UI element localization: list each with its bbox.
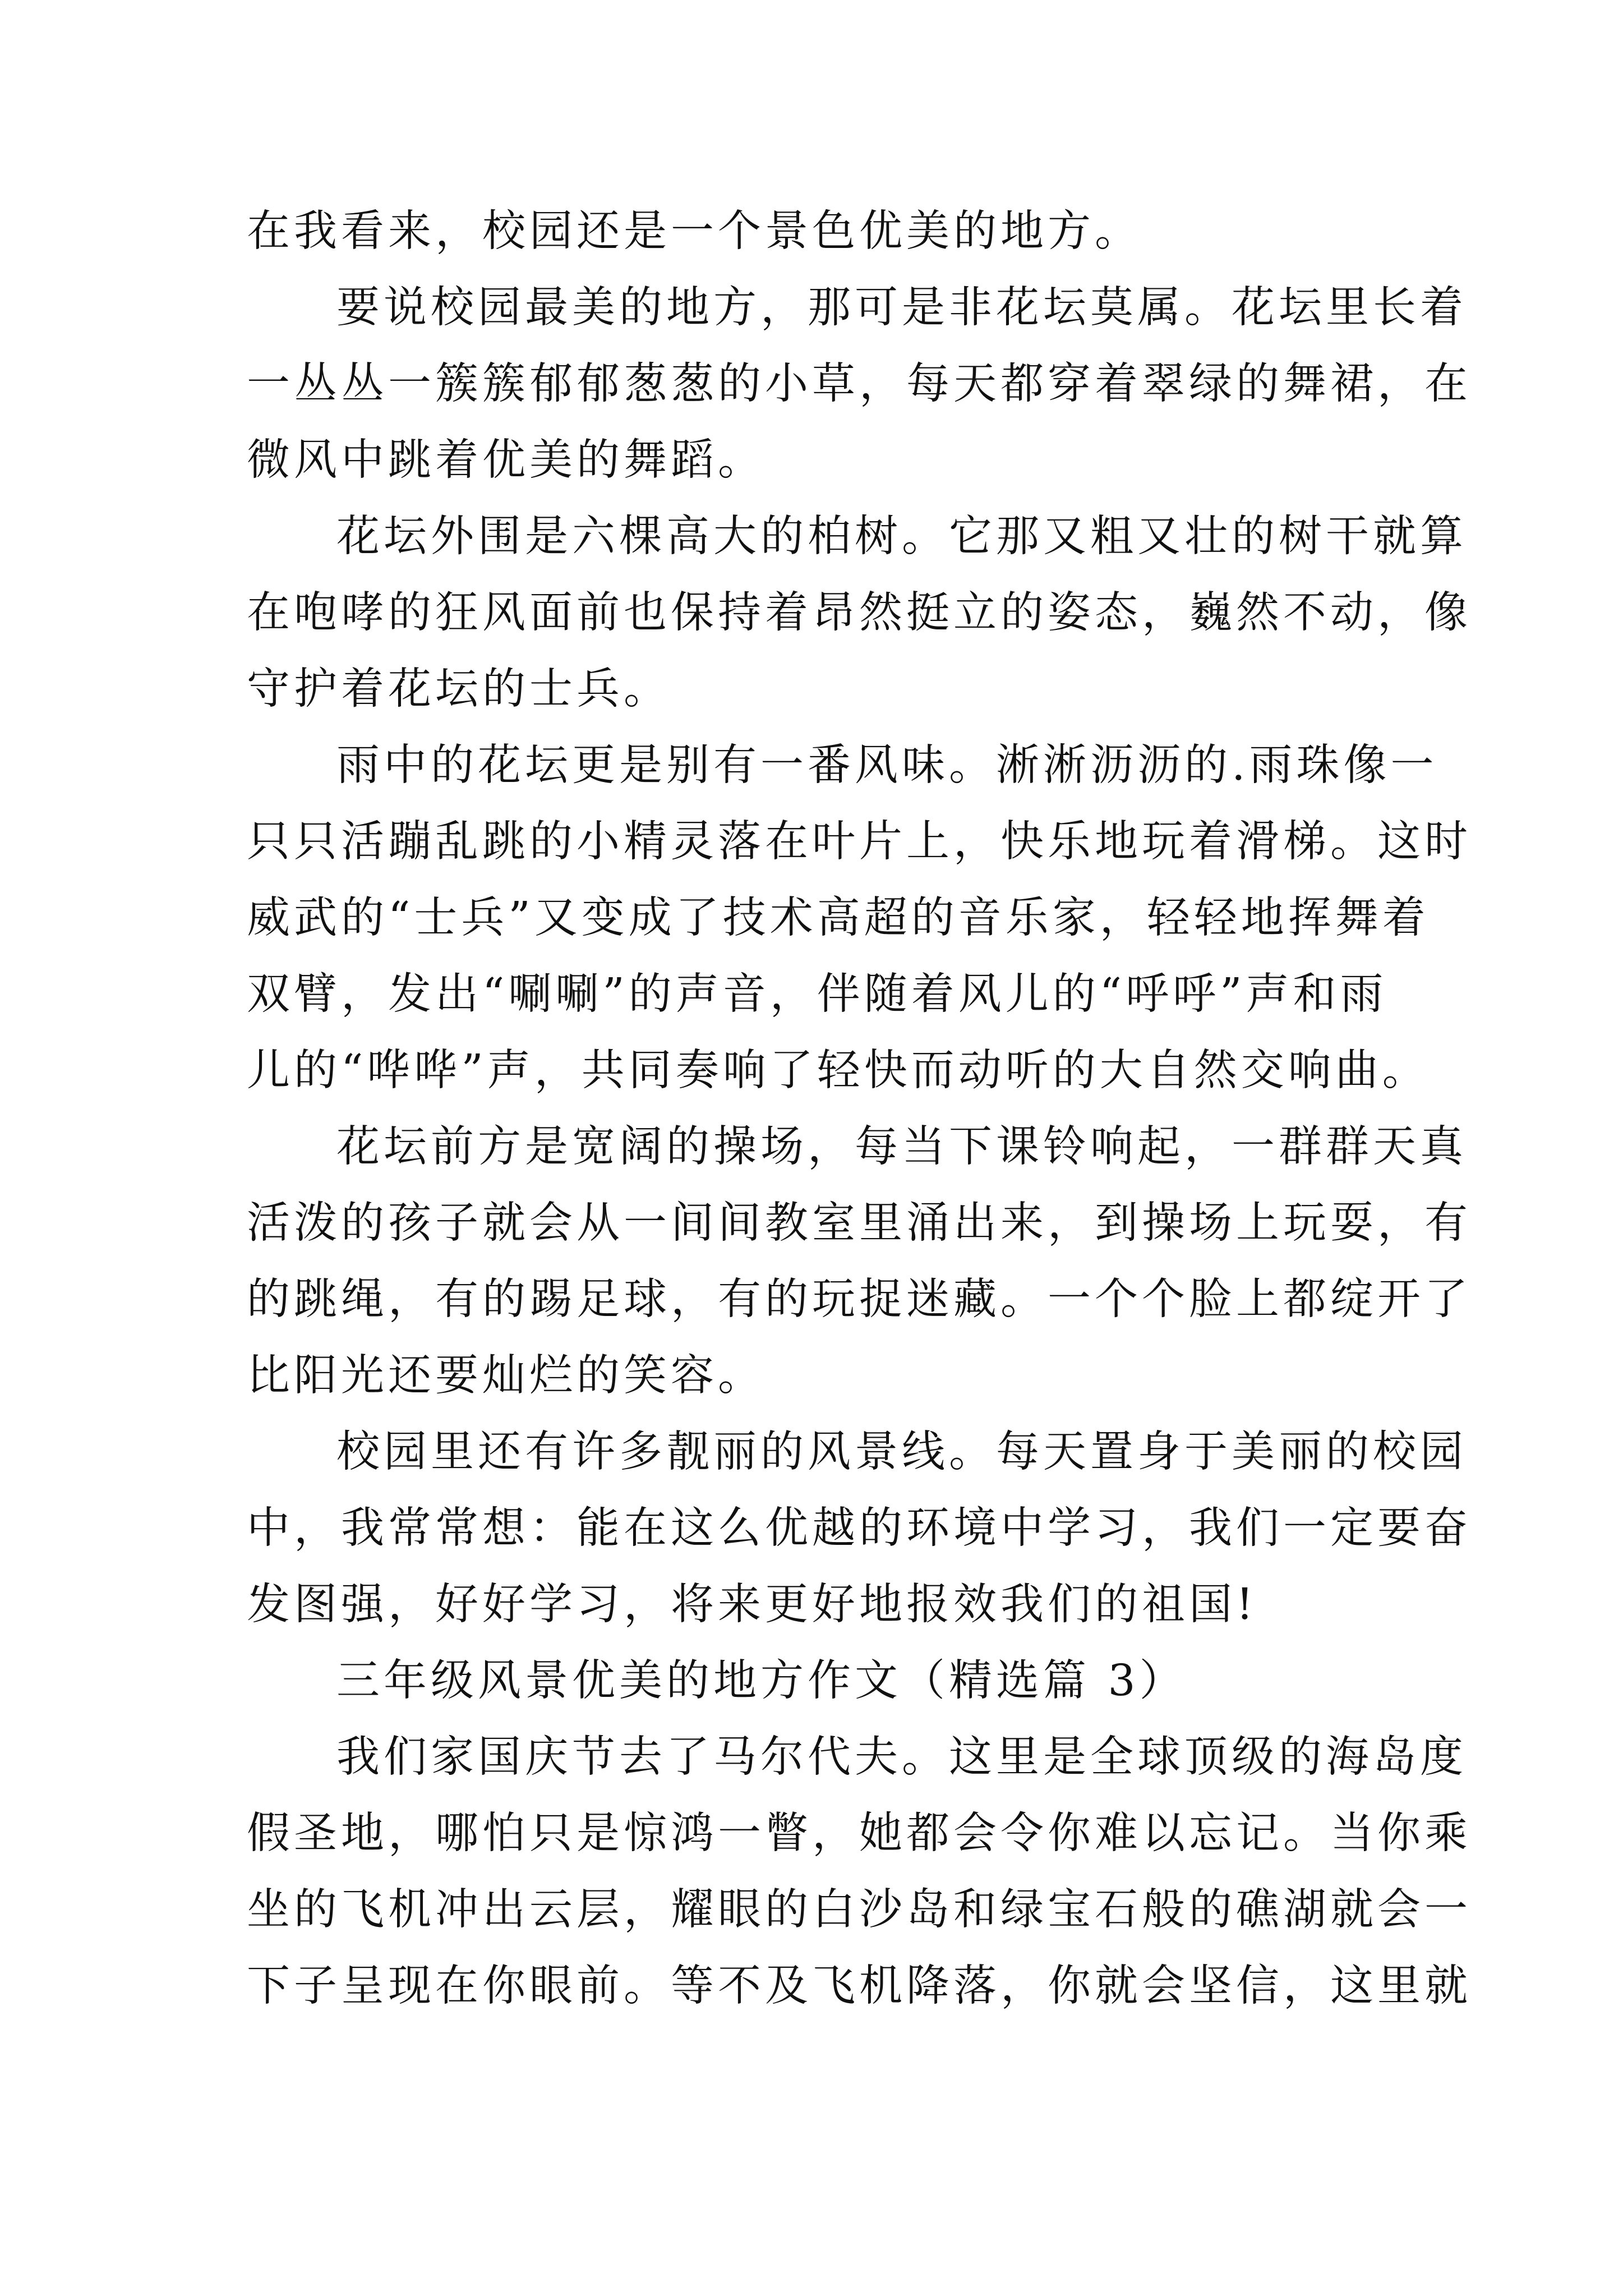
paragraph-first-line: 校园里还有许多靓丽的风景线。每天置身于美丽的校园 <box>336 1427 1467 1477</box>
text-line: 活泼的孩子就会从一间间教室里涌出来，到操场上玩耍，有 <box>247 1198 1472 1248</box>
text-line: 发图强，好好学习，将来更好地报效我们的祖国! <box>247 1580 1257 1630</box>
paragraph-first-line: 要说校园最美的地方，那可是非花坛莫属。花坛里长着 <box>336 283 1467 333</box>
text-line: 威武的“士兵”又变成了技术高超的音乐家，轻轻地挥舞着 <box>247 893 1430 943</box>
text-line: 的跳绳，有的踢足球，有的玩捉迷藏。一个个脸上都绽开了 <box>247 1274 1472 1324</box>
text-line: 在咆哮的狂风面前也保持着昂然挺立的姿态，巍然不动，像 <box>247 588 1472 638</box>
text-line: 中，我常常想：能在这么优越的环境中学习，我们一定要奋 <box>247 1503 1472 1553</box>
text-line: 比阳光还要灿烂的笑容。 <box>247 1351 765 1401</box>
document-body <box>247 194 1472 2024</box>
text-line: 坐的飞机冲出云层，耀眼的白沙岛和绿宝石般的礁湖就会一 <box>247 1885 1472 1935</box>
text-line: 在我看来，校园还是一个景色优美的地方。 <box>247 206 1142 256</box>
text-line: 微风中跳着优美的舞蹈。 <box>247 435 765 485</box>
paragraph-first-line: 花坛外围是六棵高大的柏树。它那又粗又壮的树干就算 <box>336 512 1467 562</box>
text-line: 守护着花坛的士兵。 <box>247 664 671 714</box>
paragraph-first-line: 我们家国庆节去了马尔代夫。这里是全球顶级的海岛度 <box>336 1732 1467 1782</box>
text-line: 下子呈现在你眼前。等不及飞机降落，你就会坚信，这里就 <box>247 1961 1472 2011</box>
text-line: 儿的“哗哗”声，共同奏响了轻快而动听的大自然交响曲。 <box>247 1046 1430 1096</box>
text-line: 假圣地，哪怕只是惊鸿一瞥，她都会令你难以忘记。当你乘 <box>247 1809 1472 1858</box>
paragraph-first-line: 花坛前方是宽阔的操场，每当下课铃响起，一群群天真 <box>336 1122 1467 1172</box>
text-line: 双臂，发出“唰唰”的声音，伴随着风儿的“呼呼”声和雨 <box>247 969 1387 1019</box>
text-line: 一丛丛一簇簇郁郁葱葱的小草，每天都穿着翠绿的舞裙，在 <box>247 359 1472 409</box>
text-line: 只只活蹦乱跳的小精灵落在叶片上，快乐地玩着滑梯。这时 <box>247 817 1472 867</box>
section-heading: 三年级风景优美的地方作文（精选篇 3） <box>336 1656 1187 1706</box>
paragraph-first-line: 雨中的花坛更是别有一番风味。淅淅沥沥的.雨珠像一 <box>336 740 1438 790</box>
